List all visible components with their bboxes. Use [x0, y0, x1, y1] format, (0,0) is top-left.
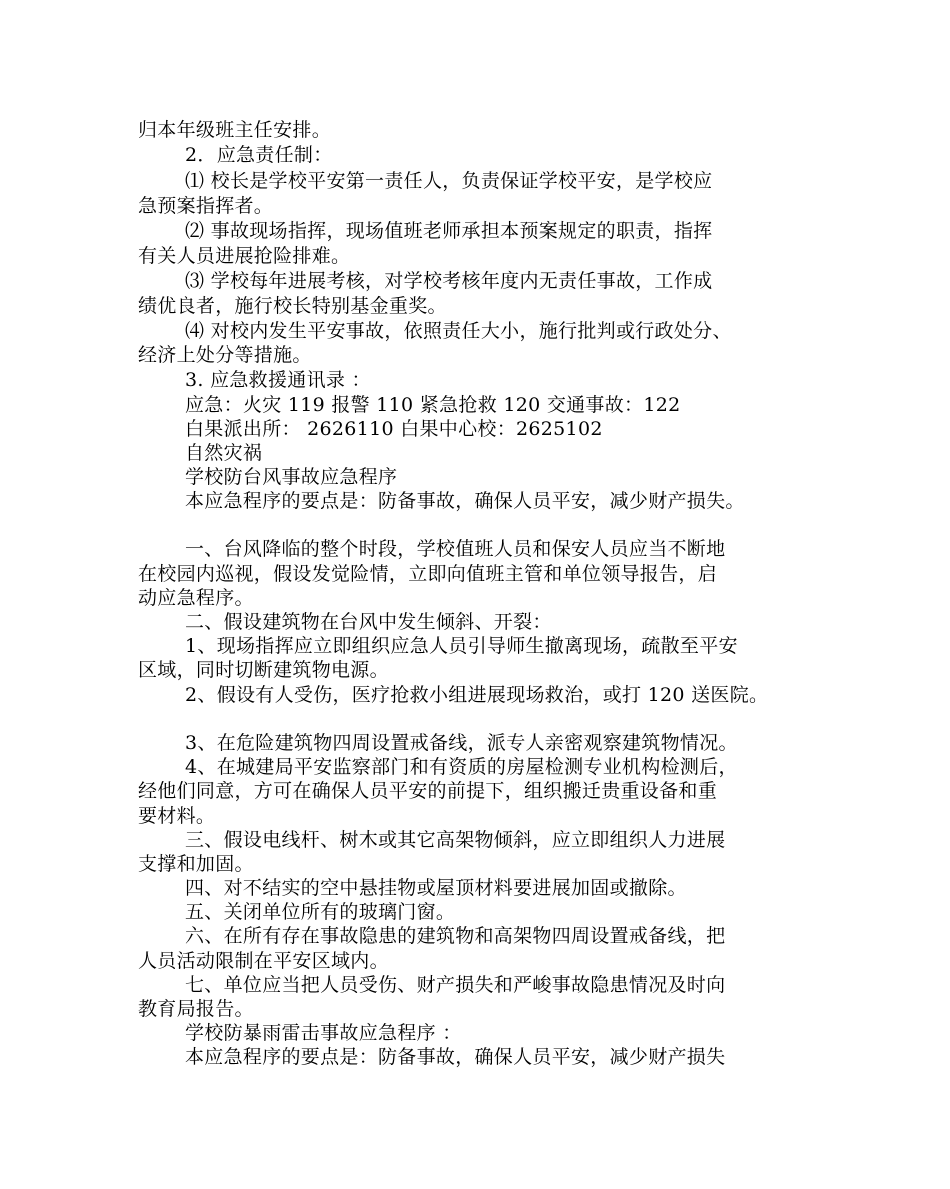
- text-line: 动应急程序。: [138, 587, 254, 609]
- text-line: 支撑和加固。: [138, 853, 254, 875]
- text-line: 三、假设电线杆、树木或其它高架物倾斜，应立即组织人力进展: [185, 829, 726, 851]
- section-heading: 学校防台风事故应急程序: [185, 466, 398, 488]
- text-line: 1、现场指挥应立即组织应急人员引导师生撤离现场，疏散至平安: [185, 635, 738, 657]
- text-line: 要材料。: [138, 805, 216, 827]
- text-line: ⑵ 事故现场指挥，现场值班老师承担本预案规定的职责，指挥: [185, 220, 713, 242]
- text-line: 绩优良者，施行校长特别基金重奖。: [138, 295, 447, 317]
- text-line: 二、假设建筑物在台风中发生倾斜、开裂：: [185, 611, 552, 633]
- text-line: 2、假设有人受伤，医疗抢救小组进展现场救治，或打 120 送医院。: [185, 684, 769, 706]
- text-line: 经济上处分等措施。: [138, 344, 312, 366]
- text-line: 应急：火灾 119 报警 110 紧急抢救 120 交通事故：122: [185, 394, 681, 416]
- text-line: 六、在所有存在事故隐患的建筑物和高架物四周设置戒备线，把: [185, 925, 726, 947]
- text-line: 本应急程序的要点是：防备事故，确保人员平安，减少财产损失。: [185, 490, 745, 512]
- text-line: 教育局报告。: [138, 998, 254, 1020]
- text-line: 3、在危险建筑物四周设置戒备线，派专人亲密观察建筑物情况。: [185, 732, 738, 754]
- text-line: 白果派出所： 2626110 白果中心校：2625102: [185, 418, 603, 440]
- text-line: 区域，同时切断建筑物电源。: [138, 659, 389, 681]
- text-line: 4、在城建局平安监察部门和有资质的房屋检测专业机构检测后，: [185, 756, 738, 778]
- section-heading: 3. 应急救援通讯录 ：: [185, 369, 371, 391]
- text-line: ⑶ 学校每年进展考核，对学校考核年度内无责任事故，工作成: [185, 270, 713, 292]
- text-line: 本应急程序的要点是：防备事故，确保人员平安，减少财产损失: [185, 1046, 726, 1068]
- section-heading: 学校防暴雨雷击事故应急程序 ：: [185, 1022, 462, 1044]
- text-line: 归本年级班主任安排。: [138, 119, 332, 141]
- text-line: 四、对不结实的空中悬挂物或屋顶材料要进展加固或撤除。: [185, 877, 687, 899]
- text-line: ⑷ 对校内发生平安事故，依照责任大小，施行批判或行政处分、: [185, 320, 732, 342]
- text-line: 有关人员进展抢险排难。: [138, 245, 351, 267]
- text-line: 一、台风降临的整个时段，学校值班人员和保安人员应当不断地: [185, 538, 726, 560]
- text-line: 急预案指挥者。: [138, 195, 274, 217]
- text-line: 在校园内巡视，假设发觉险情，立即向值班主管和单位领导报告，启: [138, 563, 718, 585]
- text-line: 五、关闭单位所有的玻璃门窗。: [185, 901, 456, 923]
- text-line: 经他们同意，方可在确保人员平安的前提下，组织搬迁贵重设备和重: [138, 780, 718, 802]
- text-line: 七、单位应当把人员受伤、财产损失和严峻事故隐患情况及时向: [185, 974, 726, 996]
- text-line: 人员活动限制在平安区域内。: [138, 950, 389, 972]
- section-heading: 2．应急责任制：: [185, 144, 333, 166]
- section-heading: 自然灾祸: [185, 442, 263, 464]
- text-line: ⑴ 校长是学校平安第一责任人，负责保证学校平安，是学校应: [185, 170, 713, 192]
